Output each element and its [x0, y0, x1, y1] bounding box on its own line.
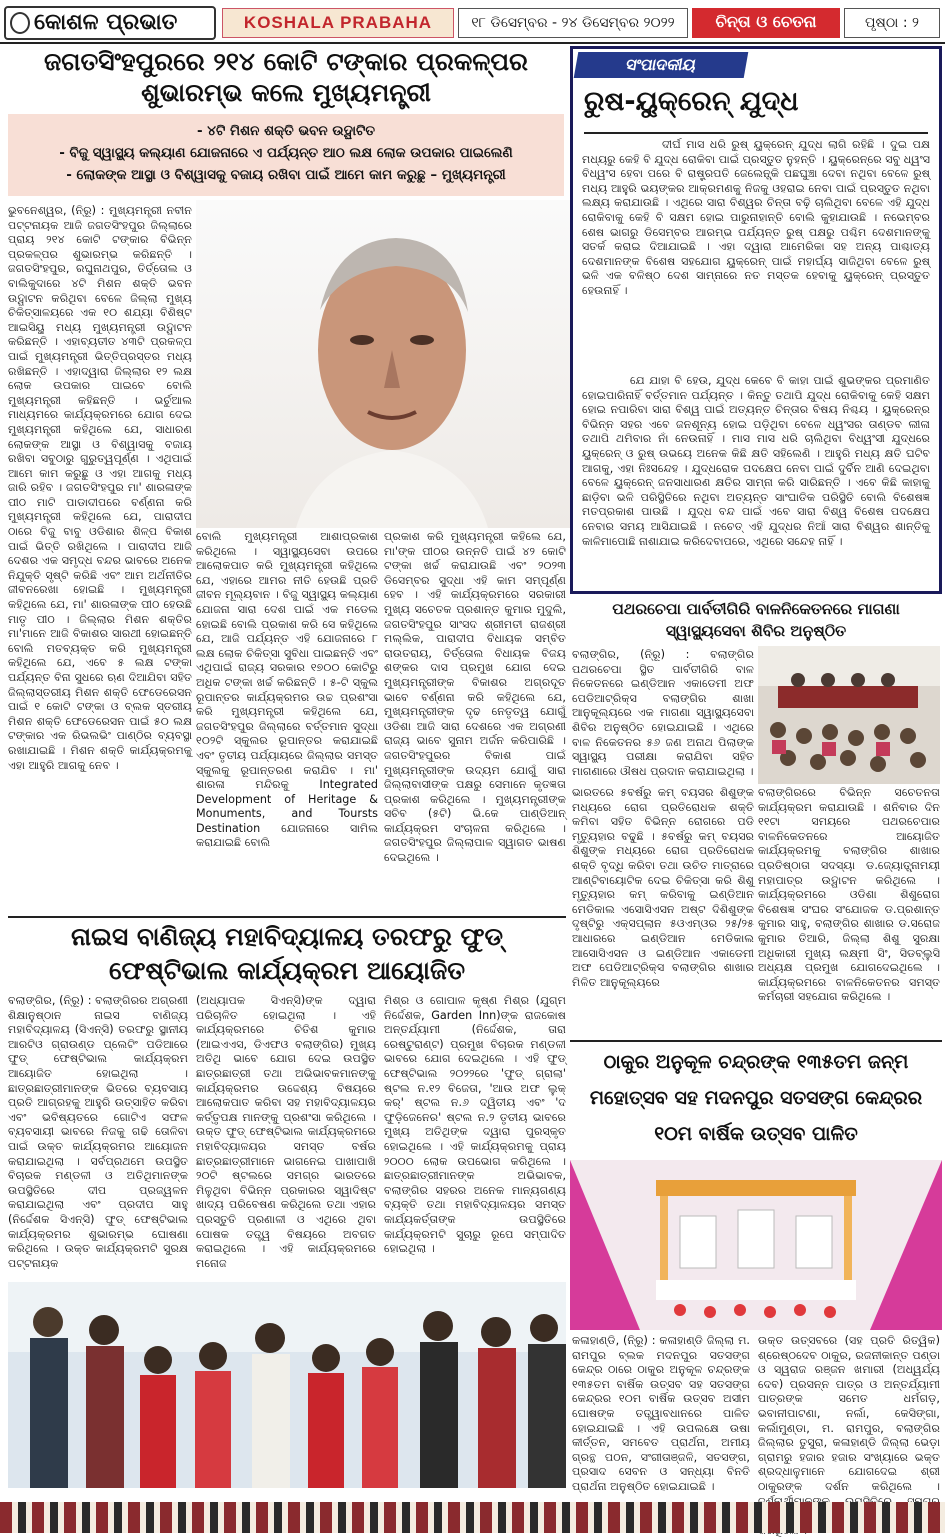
health-camp-photo	[758, 646, 940, 784]
editorial-divider	[584, 132, 928, 134]
highlight-3: - ଲୋକଙ୍କ ଆସ୍ଥା ଓ ବିଶ୍ୱାସକୁ ବଜାୟ ରଖିବା ପାଇଁ ଆମେ କାମ କରୁଛୁ – ମୁଖ୍ୟମନ୍ତ୍ରୀ	[66, 167, 506, 183]
lead-column-1: ଭୁବନେଶ୍ୱର, (ନି୍ରୂ) : ମୁଖ୍ୟମନ୍ତ୍ରୀ ନବୀନ ପଟ୍ଟନାୟକ ଆଜି ଜଗତସିଂହପୁର ଜିଲ୍ଲାରେ ପ୍ରାୟ ୨୧୪ କୋଟି ଟଙ୍କାର ବିଭିନ୍ନ ପ୍ରକଳ୍ପର ଶୁଭାରମ୍ଭ କରିଛନ୍ତି । ଜଗତସିଂହପୁର, ରଘୁନାଥପୁର, ତିର୍ତ୍ତୋଲ ଓ ବାଲିକୁଦାରେ ୪ଟି ମିଶନ ଶକ୍ତି ଭବନ ଉଦ୍ଘାଟନ କରିଥିବା ବେଳେ ଜିଲ୍ଲା ମୁଖ୍ୟ ଚିକିତ୍ସାଳୟରେ ଏକ ୧୦ ଶଯ୍ୟା ବିଶିଷ୍ଟ ଆଇସିୟୁ ମଧ୍ୟ ମୁଖ୍ୟମନ୍ତ୍ରୀ ଉଦ୍ଘାଟନ କରିଛନ୍ତି । ଏହାବ୍ୟତୀତ ୪୩ଟି ପ୍ରକଳ୍ପ ପାଇଁ ମୁଖ୍ୟମନ୍ତ୍ରୀ ଭିତ୍ତିପ୍ରସ୍ତର ମଧ୍ୟ ରଖିଛନ୍ତି । ଏହାଦ୍ୱାରା ଜିଲ୍ଲାର ୧୨ ଲକ୍ଷ ଲୋକ ଉପକାର ପାଇବେ ବୋଲି ମୁଖ୍ୟମନ୍ତ୍ରୀ କହିଛନ୍ତି । ଭର୍ଚୁଆଲ ମାଧ୍ୟମରେ କାର୍ଯ୍ୟକ୍ରମରେ ଯୋଗ ଦେଇ ମୁଖ୍ୟମନ୍ତ୍ରୀ କହିଥିଲେ ଯେ, ସାଧାରଣ ଲୋକଙ୍କ ଆସ୍ଥା ଓ ବିଶ୍ୱାସକୁ ବଜାୟ ରଖିବା ସବୁଠାରୁ ଗୁରୁତ୍ୱପୂର୍ଣ୍ଣ । ଏଥିପାଇଁ ଆମେ କାମ କରୁଛୁ ଓ ଏହା ଆଗକୁ ମଧ୍ୟ ଜାରି ରହିବ । ଜଗତସିଂହପୁର ମା' ଶାରଳାଙ୍କ ପୀଠ ମାଟି ପାଡାଦୀପରେ ବର୍ଣ୍ଣନା କରି ମୁଖ୍ୟମନ୍ତ୍ରୀ କହିଥିଲେ ଯେ, ପାରାଦୀପ ଠାରେ ବିଜୁ ବାବୁ ଓଡିଶାର ଶିଳ୍ପ ବିକାଶ ପାଇଁ ଭିତ୍ତି ରଖିଥିଲେ । ପାରାଦୀପ ଆଜି ଦେଶର ଏକ ସମୃଦ୍ଧ ବନ୍ଦର ଭାବରେ ଅନେକ ନିଯୁକ୍ତି ସୃଷ୍ଟି କରିଛି ଏବଂ ଆମ ଅର୍ଥନୀତିର ଜୀବନରେଖା ହୋଇଛି । ମୁଖ୍ୟମନ୍ତ୍ରୀ କହିଥିଲେ ଯେ, ମା' ଶାରଳାଙ୍କ ପୀଠ ହେଉଛି ମାତୃ ପୀଠ । ଜିଲ୍ଲାର ମିଶନ ଶକ୍ତିର ମା'ମାନେ ଆଜି ବିକାଶର ସାରଥୀ ହୋଇଛନ୍ତି ବୋଲି ମତବ୍ୟକ୍ତ କରି ମୁଖ୍ୟମନ୍ତ୍ରୀ କହିଥିଲେ ଯେ, ଏବେ ୫ ଲକ୍ଷ ଟଙ୍କା ପର୍ଯ୍ୟନ୍ତ ବିନା ସୁଧରେ ଋଣ ଦିଆଯିବା ସହିତ ଜିଲ୍ଲାସ୍ତରୀୟ ମିଶନ ଶକ୍ତି ଫେଡେରେସନ ପାଇଁ ୧ କୋଟି ଟଙ୍କା ଓ ବ୍ଲକ ସ୍ତରୀୟ ମିଶନ ଶକ୍ତି ଫେଡେରେସନ ପାଇଁ ୫୦ ଲକ୍ଷ ଟଙ୍କାର ଏକ ରିଭଲଭିଂ ପାଣ୍ଠିର ବ୍ୟବସ୍ଥା ରଖାଯାଇଛି । ମିଶନ ଶକ୍ତି କାର୍ଯ୍ୟକ୍ରମକୁ ଏହା ଆହୁରି ଆଗକୁ ନେବ ।	[8, 204, 192, 772]
lead-column-2: ବୋଲି ମୁଖ୍ୟମନ୍ତ୍ରୀ ଆଶାପ୍ରକାଶ କରିଥିଲେ । ସ୍ୱାସ୍ଥ୍ୟସେବା ଉପରେ ଆଲୋକପାତ କରି ମୁଖ୍ୟମନ୍ତ୍ରୀ କହିଥିଲେ ଯେ, ଏହାରେ ଆମର ନୀତି ହେଉଛି ପ୍ରତି ଜୀବନ ମୂଲ୍ୟବାନ । ବିଜୁ ସ୍ୱାସ୍ଥ୍ୟ କଲ୍ୟାଣ ଯୋଜନା ସାରା ଦେଶ ପାଇଁ ଏକ ମଡେଲ ହୋଇଛି ବୋଲି ପ୍ରକାଶ କରି ସେ କହିଥିଲେ ଯେ, ଆଜି ପର୍ଯ୍ୟନ୍ତ ଏହି ଯୋଜନାରେ ୮ ଲକ୍ଷ ଲୋକ ଚିକିତ୍ସା ସୁବିଧା ପାଇଛନ୍ତି ଏବଂ ଏଥିପାଇଁ ରାଜ୍ୟ ସରକାର ୧୭୦୦ କୋଟିରୁ ଅଧିକ ଟଙ୍କା ଖର୍ଚ୍ଚ କରିଛନ୍ତି । ୫-ଟି ସ୍କୁଲ ରୂପାନ୍ତର କାର୍ଯ୍ୟକ୍ରମର ଉଚ୍ଚ ପ୍ରଶଂସା କରି ମୁଖ୍ୟମନ୍ତ୍ରୀ କହିଥିଲେ ଯେ, ଜଗତସିଂହପୁର ଜିଲ୍ଲାରେ ବର୍ତ୍ତମାନ ସୁଦ୍ଧା ୧୦୨ଟି ସ୍କୁଲର ରୂପାନ୍ତର କରାଯାଇଛି ଏବଂ ତୃତୀୟ ପର୍ଯ୍ୟାୟରେ ଜିଲ୍ଲାର ସମସ୍ତ ସ୍କୁଲକୁ ରୂପାନ୍ତରଣ କରାଯିବ । ମା' ଶାରଳା ମନ୍ଦିରକୁ Integrated Development of Heritage & Monuments, and Toursts Destination ଯୋଜନାରେ ସାମିଲ କରାଯାଇଛି ବୋଲି	[196, 530, 378, 850]
thakur-divider	[570, 1040, 942, 1042]
health-camp-column-right: ବଲାଙ୍ଗିରରେ ବିଭିନ୍ନ ସଚେତନତା କାର୍ଯ୍ୟକ୍ରମ କରାଯାଉଛି । ଶନିବାର ଦିନ ୧୧ଟା ସମୟରେ ପଥରଚେପାର ବାଳନିକେତନରେ ଆୟୋଜିତ କାର୍ଯ୍ୟକ୍ରମକୁ ବଲାଙ୍ଗିର ଶାଖାର ପ୍ରତିଷ୍ଠାତା ସଦସ୍ୟା ଡ.ଜ୍ୟୋତ୍ସ୍ନାମୟୀ ମହାପାତ୍ର ଉଦ୍ଘାଟନ କରିଥିଲେ । କାର୍ଯ୍ୟକ୍ରମରେ ଓଡିଶା ଶିଶୁରୋଗ ବିଶେଷଜ୍ଞ ସଂଘର ସଂଯୋଜକ ଡ.ପ୍ରଶାନ୍ତ କୁମାର ସାହୁ, ବଲାଙ୍ଗିର ଶାଖାର ଡ.ସରୋଜ କୁମାର ତିଆରି, ଜିଲ୍ଲା ଶିଶୁ ସୁରକ୍ଷା ଅଧିକାରୀ ମୁଖ୍ୟ ଲକ୍ଷ୍ମୀ ସିଂ, ସିଡବ୍ଲୁସି ଅଧ୍ୟକ୍ଷ ପ୍ରମୁଖ ଯୋଗଦେଇଥିଲେ । କାର୍ଯ୍ୟକ୍ରମରେ ବାଳନିକେତନର ସମସ୍ତ କର୍ମଚାରୀ ସହଯୋଗ କରିଥିଲେ ।	[758, 786, 940, 1004]
health-camp-column-left: ଭାରତରେ ୫ବର୍ଷରୁ କମ୍ ବୟସର ଶିଶୁଙ୍କ ମଧ୍ୟରେ ରୋଗ ପ୍ରତିରୋଧକ ଶକ୍ତି କମିବା ସହିତ ବିଭିନ୍ନ ରୋଗରେ ପଡି ମୃତ୍ୟୁହାର ବଢୁଛି । ୫ବର୍ଷରୁ କମ୍ ବୟସର ଶିଶୁଙ୍କ ମଧ୍ୟରେ ରୋଗ ପ୍ରତିରୋଧକ ଶକ୍ତି ବୃଦ୍ଧି କରିବା ତଥା ଉଚିତ ମାତ୍ରାରେ ଆଣ୍ଟିବାୟୋଟିକ ଦେଇ ଚିକିତ୍ସା କରି ଶିଶୁ ମୃତ୍ୟୁହାର କମ୍ କରିବାକୁ ଇଣ୍ଡିଆନ ମେଡିକାଲ ଏସୋସିଏସନ ଅଷ୍ଟ ଦିଶିଶୁଙ୍କ ଦୃଷ୍ଟିରୁ ଏକ୍ସପ୍ଲାନ ୫ଓଏମ୍‌ଓର ୨୫/୨୫ ଆଧାରରେ ଇଣ୍ଡିଆନ ମେଡିକାଲ ଆସୋସିଏସନ ଓ ଇଣ୍ଡିଆନ ଏକାଡେମୀ ଅଫ ପେଡିଆଟ୍ରିକ୍ସ ବଲାଙ୍ଗିର ଶାଖାର ମିଳିତ ଆନୁକୂଲ୍ୟରେ	[572, 786, 754, 989]
chief-minister-photo	[196, 200, 570, 528]
food-fest-image	[8, 1282, 566, 1488]
food-fest-column-2: (ଅଧ୍ୟାପକ ସିଏନ୍‌ସି)ଙ୍କ ଦ୍ୱାରା ପରିଚାଳିତ ହୋଇଥିଲା । ଏହି କାର୍ଯ୍ୟକ୍ରମରେ ଚିତିଶ କୁମାର (ଆଇଏଏସ, ଡିଏଫଓ ବଲାଙ୍ଗିର) ମୁଖ୍ୟ ଅତିଥି ଭାବେ ଯୋଗ ଦେଇ ଉପସ୍ଥିତ ଛାତ୍ରଛାତ୍ରୀ ତଥା ଅଭିଭାବକମାନଙ୍କୁ କାର୍ଯ୍ୟକ୍ରମର ଉଦ୍ଦେଶ୍ୟ ବିଷୟରେ ଆଲୋକପାତ କରିବା ସହ ମହାବିଦ୍ୟାଳୟର କର୍ତ୍ତୃପକ୍ଷ ମାନଙ୍କୁ ପ୍ରଶଂସା କରିଥିଲେ । ଉକ୍ତ ଫୁଡ୍ ଫେଷ୍ଟିଭାଲ କାର୍ଯ୍ୟକ୍ରମରେ ମହାବିଦ୍ୟାଳୟର ସମସ୍ତ ବର୍ଷର ଛାତ୍ରଛାତ୍ରୀମାନେ ଭାଗନେଇ ପାଖାପାଖି ୨୦ଟି ଷ୍ଟଲରେ ସମଗ୍ର ଭାରତରେ ମିଳୁଥିବା ବିଭିନ୍ନ ପ୍ରକାରର ସ୍ୱାଦିଷ୍ଟ ଖାଦ୍ୟ ପରିବେଷଣ କରିଥିଲେ ତଥା ଏହାର ପ୍ରସ୍ତୁତି ପ୍ରଣାଳୀ ଓ ଏଥିରେ ଥିବା ପୋଷକ ତତ୍ତ୍ୱ ବିଷୟରେ ଅବଗତ କରାଇଥିଲେ । ଏହି କାର୍ଯ୍ୟକ୍ରମରେ ମନୋଜ	[196, 994, 376, 1270]
issue-date: ୧୮ ଡିସେମ୍ବର - ୨୪ ଡିସେମ୍ବର ୨୦୨୨	[458, 8, 688, 38]
section-label: ଚିନ୍ତା ଓ ଚେତନା	[692, 8, 840, 38]
editorial-paragraph-1: ଦୀର୍ଘ ମାସ ଧରି ରୁଷ୍ ୟୁକ୍ରେନ୍ ଯୁଦ୍ଧ ଲାଗି ରହିଛି । ଦୁଇ ପକ୍ଷ ମଧ୍ୟରୁ କେହି ବି ଯୁଦ୍ଧ ରୋକିବା ପାଇଁ ପ୍ରସ୍ତୁତ ନୁହନ୍ତି । ୟୁକ୍ରେନ୍‌ରେ ସବୁ ଧ୍ୱଂସ ବିଧ୍ୱଂସ ହେବା ପରେ ବି ରାଷ୍ଟ୍ରପତି ଜେଲେନ୍ସ୍କି ପଛଘୁଞ୍ଚା ଦେବା ନଥିବା ବେଳେ ରୁଷ୍ ମଧ୍ୟ ଆହୁରି ଭୟଙ୍କର ଆକ୍ରମଣକୁ ନିଜକୁ ଓହରାଇ ନେବା ପାଇଁ ପ୍ରସ୍ତୁତ ନଥିବା ଲକ୍ଷ୍ୟ କରାଯାଉଛି । ଏଥିରେ ସାରା ବିଶ୍ୱର ଚିନ୍ତା ବଢ଼ି ଚାଲିଥିବା ବେଳେ ଏହି ଯୁଦ୍ଧ ରୋକିବାକୁ କେହି ବି ସକ୍ଷମ ହୋଇ ପାରୁନାହାନ୍ତି ବୋଲି କୁହାଯାଉଛି । ନଭେମ୍ବର ଶେଷ ଭାଗରୁ ଡିସେମ୍ବର ଆରମ୍ଭ ପର୍ଯ୍ୟନ୍ତ ରୁଷ୍ ପକ୍ଷରୁ ପଶ୍ଚିମ ଦେଶମାନଙ୍କୁ ସତର୍କ କରାଇ ଦିଆଯାଇଛି । ଏହା ଦ୍ୱାରା ଆମେରିକା ସହ ଅନ୍ୟ ପାଶ୍ଚାତ୍ୟ ଦେଶମାନଙ୍କ ବିଶେଷ ସହଯୋଗ ୟୁକ୍ରେନ୍ ପାଇଁ ମହାର୍ଘ୍ୟ ସାଜିଥିବା ବେଳେ ରୁଷ୍ ଭଳି ଏକ ବଳିଷ୍ଠ ଦେଶ ସାମ୍ନାରେ ନତ ମସ୍ତକ ହେବାକୁ ୟୁକ୍ରେନ୍ ପ୍ରସ୍ତୁତ ହେଉନାହିଁ ।	[582, 138, 930, 297]
lead-highlights	[8, 114, 564, 196]
health-camp-intro: ବଲାଙ୍ଗିର, (ନି୍ରୂ) : ବଲାଙ୍ଗିର ପଥରଚେପା ସ୍ଥିତ ପାର୍ବତୀଗିରି ବାଳ ନିକେତନରେ ଇଣ୍ଡିଆନ ଏକାଡେମୀ ଅଫ ପେଡିଆଟ୍ରିକ୍ସ ବଲାଙ୍ଗିର ଶାଖା ଆନୁକୂଲ୍ୟରେ ଏକ ମାଗଣା ସ୍ୱାସ୍ଥ୍ୟସେବା ଶିବିର ଅନୁଷ୍ଠିତ ହୋଇଯାଇଛି । ଏଥିରେ ବାଳ ନିକେତନର ୫୬ ଜଣ ଅନାଥ ପିଲାଙ୍କ ସ୍ୱାସ୍ଥ୍ୟ ପରୀକ୍ଷା କରାଯିବା ସହିତ ମାଗଣାରେ ଔଷଧ ପ୍ରଦାନ କରାଯାଇଥିଲା ।	[572, 648, 754, 778]
thakur-altar-photo	[570, 1160, 942, 1330]
food-fest-column-3: ମିଶ୍ର ଓ ଗୋପାଳ କୃଷ୍ଣ ମିଶ୍ର (ଯୁଗ୍ମ ନିର୍ଦ୍ଦେଶକ, Garden Inn)ଙ୍କ ରାଜକୋଷ ଅନ୍ତର୍ଯ୍ୟାମୀ (ନିର୍ଦ୍ଦେଶକ, ତାରା ରେଷ୍ଟୁରାଣ୍ଟ) ପ୍ରମୁଖ ବିଚାରକ ମଣ୍ଡଳୀ ଭାବରେ ଯୋଗ ଦେଇଥିଲେ । ଏହି ଫୁଡ୍ ଫେଷ୍ଟିଭାଲ ୨୦୨୨ରେ 'ଫୁଡ୍ ଗ୍ରାଲା' ଷ୍ଟଲ ନ.୧୨ ବିଜେତା, 'ଆଉ ଅଫ ଲୁକ୍ କର୍' ଷ୍ଟଲ ନ.୬ ଦ୍ୱିତୀୟ ଏବଂ 'ଦ ଫୁଡ଼ିଜେନେର' ଷ୍ଟଲ ନ.୨ ତୃତୀୟ ଭାବରେ ମୁଖ୍ୟ ଅତିଥିଙ୍କ ଦ୍ୱାରା ପୁରସ୍କୃତ ହୋଇଥିଲେ । ଏହି କାର୍ଯ୍ୟକ୍ରମକୁ ପ୍ରାୟ ୨୦୦୦ ଲୋକ ଉପଭୋଗ କରିଥିଲେ । ଛାତ୍ରଛାତ୍ରୀମାନଙ୍କ ଅଭିଭାବକ, ବଲାଙ୍ଗିର ସହରର ଅନେକ ମାନ୍ୟଗଣ୍ୟ ବ୍ୟକ୍ତି ତଥା ମହାବିଦ୍ୟାଳୟର ସମସ୍ତ କାର୍ଯ୍ୟକର୍ତ୍ତାଙ୍କ ଉପସ୍ଥିତିରେ କାର୍ଯ୍ୟକ୍ରମଟି ସୁଚାରୁ ରୂପେ ସମ୍ପାଦିତ ହୋଇଥିଲା ।	[384, 994, 566, 1256]
lead-column-3: ପ୍ରକାଶ କରି ମୁଖ୍ୟମନ୍ତ୍ରୀ କହିଲେ ଯେ, ମା'ଙ୍କ ପୀଠର ଉନ୍ନତି ପାଇଁ ୪୨ କୋଟି ଟଙ୍କା ଖର୍ଚ୍ଚ କରାଯାଉଛି ଏବଂ ୨୦୨୩ ଡିସେମ୍ବର ସୁଦ୍ଧା ଏହି କାମ ସମ୍ପୂର୍ଣ୍ଣ ହେବ । ଏହି କାର୍ଯ୍ୟକ୍ରମରେ ସରକାରୀ ମୁଖ୍ୟ ସଚେତକ ପ୍ରଶାନ୍ତ କୁମାର ମୁଦୁଲି, ଜଗତସିଂହପୁର ସାଂସଦ ଶ୍ରୀମତୀ ରାଜଶ୍ରୀ ମଲ୍ଲିକ, ପାରାଦୀପ ବିଧାୟକ ସମ୍ବିତ ରାଉତରାୟ, ତିର୍ତ୍ତୋଲ ବିଧାୟକ ବିଜୟ ଶଙ୍କର ଦାସ ପ୍ରମୁଖ ଯୋଗ ଦେଇ ମୁଖ୍ୟମନ୍ତ୍ରୀଙ୍କ ବିକାଶର ଅଗ୍ରଦୂତ ଭାବେ ବର୍ଣ୍ଣନା କରି କହିଥିଲେ ଯେ, ମୁଖ୍ୟମନ୍ତ୍ରୀଙ୍କ ଦୃଢ ନେତୃତ୍ୱ ଯୋଗୁଁ ଓଡିଶା ଆଜି ସାରା ଦେଶରେ ଏକ ଅଗ୍ରଣୀ ରାଜ୍ୟ ଭାବେ ସୁନାମ ଅର୍ଜନ କରିପାରିଛି । ଜଗତସିଂହପୁରର ବିକାଶ ପାଇଁ ମୁଖ୍ୟମନ୍ତ୍ରୀଙ୍କ ଉଦ୍ୟମ ଯୋଗୁଁ ସାରା ଜିଲ୍ଲାବାସୀଙ୍କ ପକ୍ଷରୁ ସେମାନେ କୃତଜ୍ଞତା ପ୍ରକାଶ କରିଥିଲେ । ମୁଖ୍ୟମନ୍ତ୍ରୀଙ୍କ ସଚିବ (୫ଟି) ଭି.କେ ପାଣ୍ଡିଆନ୍ କାର୍ଯ୍ୟକ୍ରମ ସଂଚାଳନା କରିଥିଲେ । ଜଗତସିଂହପୁର ଜିଲ୍ଲାପାଳ ସ୍ୱାଗତ ଭାଷଣ ଦେଇଥିଲେ ।	[384, 530, 566, 865]
food-fest-photo	[8, 1282, 566, 1488]
food-fest-column-1: ବଲାଙ୍ଗିର, (ନି୍ରୂ) : ବଲାଙ୍ଗିରର ଅଗ୍ରଣୀ ଶିକ୍ଷାନୁଷ୍ଠାନ ନାଇସ ବାଣିଜ୍ୟ ମହାବିଦ୍ୟାଳୟ (ସିଏନ୍‌ସି) ତରଫରୁ ସ୍ଥାନୀୟ ଆରଟିଓ ଗ୍ରାଉଣ୍ଡ ପ୍ଲେଟିଂ ପଡିଆରେ ଫୁଡ୍ ଫେଷ୍ଟିଭାଲ କାର୍ଯ୍ୟକ୍ରମ ଆୟୋଜିତ ହୋଇଥିଲା । ଛାତ୍ରଛାତ୍ରୀମାନଙ୍କ ଭିତରେ ବ୍ୟବସାୟ ପ୍ରତି ଆଗ୍ରହକୁ ଆହୁରି ଉତ୍ସାହିତ କରିବା ଏବଂ ଭବିଷ୍ୟତରେ ଗୋଟିଏ ସଫଳ ବ୍ୟବସାୟୀ ଭାବରେ ନିଜକୁ ଗଢି ତୋଳିବା ପାଇଁ ଉକ୍ତ କାର୍ଯ୍ୟକ୍ରମର ଆୟୋଜନ କରାଯାଇଥିଲା । ସର୍ବପ୍ରଥମେ ଉପସ୍ଥିତ ବିଚାରକ ମଣ୍ଡଳୀ ଓ ଅତିଥିମାନଙ୍କ ଉପସ୍ଥିତିରେ ଦୀପ ପ୍ରଜ୍ୱଳନ କରାଯାଇଥିଲା ଏବଂ ପ୍ରଦୀପ ସାହୁ (ନିର୍ଦ୍ଦେଶକ ସିଏନ୍‌ସି) ଫୁଡ୍ ଫେଷ୍ଟିଭାଲ କାର୍ଯ୍ୟକ୍ରମର ଶୁଭାରମ୍ଭ ଘୋଷଣା କରିଥିଲେ । ଉକ୍ତ କାର୍ଯ୍ୟକ୍ରମଟି ସୁରକ୍ଷ ପଟ୍ଟନାୟକ	[8, 994, 188, 1270]
newspaper-logo	[4, 6, 216, 40]
logo-emblem-icon	[10, 12, 30, 34]
editorial-tag: ସଂପାଦକୀୟ	[574, 52, 749, 78]
masthead-english: KOSHALA PRABAHA	[222, 8, 454, 38]
altar-image	[570, 1160, 942, 1330]
health-camp-headline: ପଥରଚେପା ପାର୍ବତୀଗିରି ବାଳନିକେତନରେ ମାଗଣା ସ୍ୱାସ୍ଥ୍ୟସେବା ଶିବିର ଅନୁଷ୍ଠିତ	[612, 600, 900, 640]
highlight-1: - ୪ଟି ମିଶନ ଶକ୍ତି ଭବନ ଉଦ୍ଘାଟିତ	[196, 123, 376, 139]
thakur-headline: ଠାକୁର ଅନୁକୂଳ ଚନ୍ଦ୍ରଙ୍କ ୧୩୫ତମ ଜନ୍ମ ମହୋତ୍ସବ ସହ ମଦନପୁର ସତସଙ୍ଗ କେନ୍ଦ୍ରର ୧୦ମ ବାର୍ଷିକ ଉତ୍ସବ ପାଳିତ	[589, 1051, 923, 1145]
editorial-title: ରୁଷ-ୟୁକ୍ରେନ୍ ଯୁଦ୍ଧ	[584, 86, 799, 117]
page-number: ପୃଷ୍ଠା : ୨	[844, 8, 940, 38]
health-camp-image	[758, 646, 940, 784]
decorative-footer-border	[0, 1502, 945, 1533]
thakur-column-2: ଉକ୍ତ ଉତ୍ସବରେ (ସହ ପ୍ରତି ରିତ୍ୱିକ) ଶ୍ରେଷ୍ଠଦେବ ଠାକୁର, ରଜନୀକାନ୍ତ ପଣ୍ଡା ଓ ସ୍ୱରାଜ ରଞ୍ଜନ ଖମାରୀ (ଅଧ୍ୱର୍ଯ୍ୟ ଦେବ) ପ୍ରସନ୍ନ ପାତ୍ର ଓ ଅନ୍ତର୍ଯ୍ୟାମୀ ପାତ୍ରଙ୍କ ସମେତ ଧର୍ମଗଡ଼, ଭବାନୀପାଟଣା, ନର୍ଲା, କେସିଙ୍ଗା, କର୍ଲାମୁଣ୍ଡା, ମ. ରାମପୁର, ବଲାଙ୍ଗିର ଜିଲ୍ଲାର ତୁସୁରା, କଳାହାଣ୍ଡି ଜିଲ୍ଲା ଭେଡ଼ା ଗ୍ରାମରୁ ହଜାର ହଜାର ସଂଖ୍ୟାରେ ଭକ୍ତ ଶ୍ରଦ୍ଧାଳୁମାନେ ଯୋଗଦେଇ ଶ୍ରୀ ଠାକୁରଙ୍କ ଦର୍ଶନ କରିଥିଲେ ।	[758, 1334, 940, 1493]
editorial-paragraph-2: ଯେ ଯାହା ବି ହେଉ, ଯୁଦ୍ଧ କେବେ ବି କାହା ପାଇଁ ଶୁଭଙ୍କର ପ୍ରମାଣିତ ହୋଇପାରିନାହିଁ ବର୍ତ୍ତମାନ ପର୍ଯ୍ୟନ୍ତ । କିନ୍ତୁ ତଥାପି ଯୁଦ୍ଧ ରୋକିବାକୁ କେହି ସକ୍ଷମ ହୋଇ ନପାରିବା ସାରା ବିଶ୍ୱ ପାଇଁ ଅତ୍ୟନ୍ତ ଚିନ୍ତାର ବିଷୟ ନିଶ୍ଚୟ । ୟୁକ୍ରେନ୍‌ର ବିଭିନ୍ନ ସହର ଏବେ ଜନଶୂନ୍ୟ ହୋଇ ପଡ଼ିଥିବା ବେଳେ ଧ୍ୱଂସର ତାଣ୍ଡବ ଲୀଳା ତଥାପି ଥମିବାର ନାଁ ନେଉନାହିଁ । ମାସ ମାସ ଧରି ଚାଲିଥିବା ବିଧ୍ୱଂସୀ ଯୁଦ୍ଧରେ ୟୁକ୍ରେନ୍ ଓ ରୁଷ୍ ଉଭୟେ ଅନେକ କିଛି କ୍ଷତି ସହିଲେଣି । ଆହୁରି ମଧ୍ୟ କ୍ଷତି ଘଟିବ ଆଗକୁ, ଏହା ନିଃସନ୍ଦେହ । ଯୁଦ୍ଧରୋକ ପଦକ୍ଷେପ ନେବା ପାଇଁ ଦୁର୍ବିନ ଆଣି ଦେଇଥିବା ବେଳେ ୟୁକ୍ରେନ୍ ଜନସାଧାରଣ କ୍ଷତିର ସାମ୍ନା କରି ସାରିଛନ୍ତି । ଏବେ କିଛି କାହାକୁ ଛାଡ଼ିବା ଭଳି ପରିସ୍ଥିତିରେ ନଥିବା ଅତ୍ୟନ୍ତ ସାଂଘାତିକ ପରିସ୍ଥିତି ବୋଲି ବିଶେଷଜ୍ଞ ମତପ୍ରକାଶ ପାଉଛି । ଯୁଦ୍ଧ ବନ୍ଦ ପାଇଁ ଏବେ ସାରା ବିଶ୍ୱ ବିଶେଷ ପଦକ୍ଷେପ ନେବାର ସମୟ ଆସିଯାଇଛି । ନଚେତ୍ ଏହି ଯୁଦ୍ଧର ନିଆଁ ସାରା ବିଶ୍ୱର ଶାନ୍ତିକୁ କାଳିମାପୋଛି ନାଶାଯାଇ କରିଦେବାପରେ, ଏଥିରେ ସନ୍ଦେହ ନାହିଁ ।	[582, 374, 930, 548]
logo-text: କୋଶଳ ପ୍ରଭାତ	[34, 10, 178, 35]
portrait-image	[196, 200, 570, 528]
food-fest-headline: ନାଇସ ବାଣିଜ୍ୟ ମହାବିଦ୍ୟାଳୟ ତରଫରୁ ଫୁଡ୍ ଫେଷ୍ଟିଭାଲ କାର୍ଯ୍ୟକ୍ରମ ଆୟୋଜିତ	[70, 922, 504, 985]
lead-headline: ଜଗତସିଂହପୁରରେ ୨୧୪ କୋଟି ଟଙ୍କାର ପ୍ରକଳ୍ପର ଶୁଭାରମ୍ଭ କଲେ ମୁଖ୍ୟମନ୍ତ୍ରୀ	[43, 47, 529, 107]
thakur-column-1: କଳାହାଣ୍ଡି, (ନି୍ରୂ) : କଳାହାଣ୍ଡି ଜିଲ୍ଲା ମ. ରାମପୁର ବ୍ଲକ ମଦନପୁର ସତସଙ୍ଗ କେନ୍ଦ୍ର ଠାରେ ଠାକୁର ଅନୁକୂଳ ଚନ୍ଦ୍ରଙ୍କ ୧୩୫ତମ ବାର୍ଷିକ ଉତ୍ସବ ସହ ସତସଙ୍ଗ କେନ୍ଦ୍ରର ୧୦ମ ବାର୍ଷିକ ଉତ୍ସବ ଅସୀମ ଘୋଷଙ୍କ ତତ୍ତ୍ୱାବଧାନରେ ପାଳିତ ହୋଇଯାଇଛି । ଏହି ଉପଲକ୍ଷେ ଉଷା କୀର୍ତ୍ତନ, ସମବେତ ପ୍ରାର୍ଥନା, ଅମୀୟ ଗ୍ରନ୍ଥ ପଠନ, ସଂଗୀତାଞ୍ଜଳି, ସତସଙ୍ଗ, ପ୍ରସାଦ ସେବନ ଓ ସନ୍ଧ୍ୟା ବିନତି ପ୍ରାର୍ଥନା ଅନୁଷ୍ଠିତ ହୋଇଯାଇଛି ।	[572, 1334, 750, 1493]
highlight-2: - ବିଜୁ ସ୍ୱାସ୍ଥ୍ୟ କଲ୍ୟାଣ ଯୋଜନାରେ ଏ ପର୍ଯ୍ୟନ୍ତ ଆଠ ଲକ୍ଷ ଲୋକ ଉପକାର ପାଇଲେଣି	[59, 145, 513, 161]
food-fest-divider	[8, 916, 566, 918]
